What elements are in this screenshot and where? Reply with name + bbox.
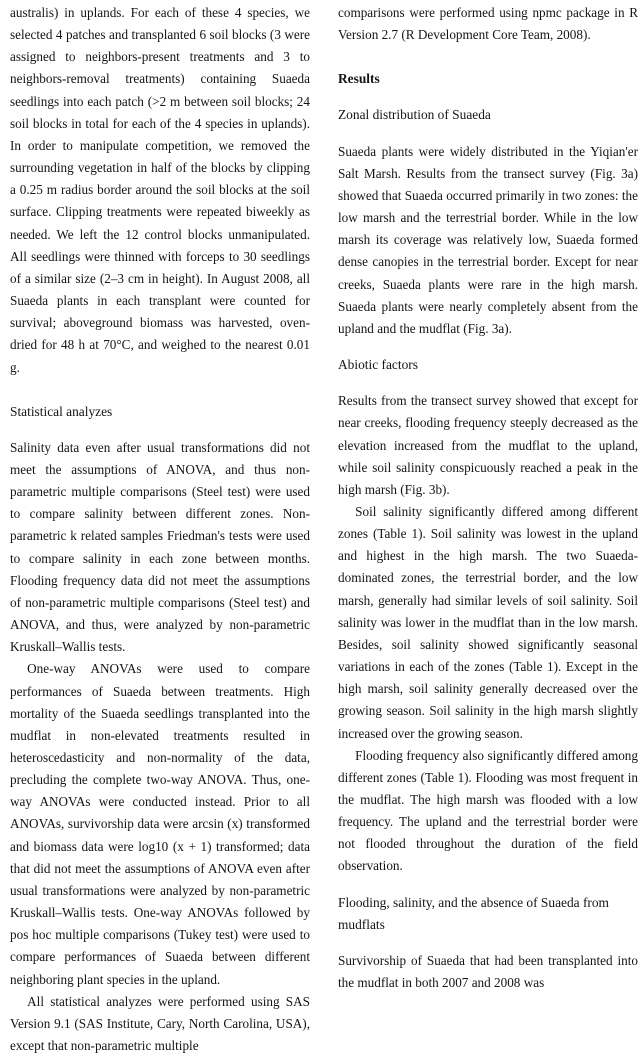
paragraph: australis) in uplands. For each of these 4 species, we selected 4 patches and transplanted 6 soil blocks (3 were assigned to neighbors-present treatments and 3 to neighbors-removal treatments) containing Suaeda seedlings into each patch (>2 m between soil blocks; 24 soil blocks in total for each of the 4 species in uplands). In order to manipulate competition, we removed the surrounding vegetation in half of the blocks by clipping a 0.25 m radius border around the soil blocks at the soil surface. Clipping treatments were repeated biweekly as needed. We left the 12 control blocks unmanipulated. All seedlings were thinned with forceps to 30 seedlings of a similar size (2–3 cm in height). In August 2008, all Suaeda plants in each transplant were counted for survival; aboveground biomass was harvested, oven-dried for 48 h at 70°C, and weighed to the nearest 0.01 g. — [10, 5, 310, 375]
paragraph: Soil salinity significantly differed among different zones (Table 1). Soil salinity was lowest in the upland and highest in the high marsh. The two Suaeda-dominated zones, the terrestrial border, and the low marsh, generally had similar levels of soil salinity. Soil salinity was lower in the mudflat than in the low marsh. Besides, soil salinity showed significantly seasonal variations in each of the zones (Table 1). Except in the high marsh, soil salinity generally decreased over the growing season. Soil salinity in the high marsh slightly increased over the growing season. — [338, 503, 638, 741]
subsection-heading-zonal-distribution: Zonal distribution of Suaeda — [338, 107, 491, 123]
left-column — [10, 2, 310, 1057]
paragraph: All statistical analyzes were performed using SAS Version 9.1 (SAS Institute, Cary, North Carolina, USA), except that non-parametric multiple — [10, 993, 310, 1054]
section-heading-statistical-analyzes: Statistical analyzes — [10, 403, 113, 419]
subsection-heading-abiotic-factors: Abiotic factors — [338, 357, 418, 373]
subsection-heading-flooding-salinity: Flooding, salinity, and the absence of Suaeda from mudflats — [338, 894, 609, 932]
paragraph: One-way ANOVAs were used to compare performances of Suaeda between treatments. High mortality of the Suaeda seedlings transplanted into the mudflat in non-elevated treatments resulted in heteroscedasticity and non-normality of the data, precluding the complete two-way ANOVA. Thus, one-way ANOVAs were conducted instead. Prior to all ANOVAs, survivorship data were arcsin (x) transformed and biomass data were log10 (x + 1) transformed; data that did not meet the assumptions of ANOVA even after usual transformations were analyzed by non-parametric Kruskall–Wallis tests. One-way ANOVAs followed by pos hoc multiple comparisons (Tukey test) were used to compare performances of Suaeda between different neighboring plant species in the upland. — [10, 661, 310, 987]
paragraph: Flooding frequency also significantly differed among different zones (Table 1). Flooding was most frequent in the mudflat. The high marsh was flooded with a low frequency. The upland and the terrestrial border were not flooded throughout the duration of the field observation. — [338, 747, 638, 874]
right-column — [338, 2, 638, 994]
section-heading-results: Results — [338, 71, 380, 87]
paragraph: comparisons were performed using npmc package in R Version 2.7 (R Development Core Team, 2008). — [338, 5, 638, 43]
paragraph: Results from the transect survey showed that except for near creeks, flooding frequency steeply decreased as the elevation increased from the mudflat to the upland, while soil salinity conspicuously reached a peak in the high marsh (Fig. 3b). — [338, 393, 638, 497]
paragraph: Suaeda plants were widely distributed in the Yiqian'er Salt Marsh. Results from the transect survey (Fig. 3a) showed that Suaeda occurred primarily in two zones: the low marsh and the terrestrial border. While in the low marsh its coverage was relatively low, Suaeda formed dense canopies in the terrestrial border. Except for near creeks, Suaeda plants were rare in the high marsh. Suaeda plants were nearly completely absent from the upland and the mudflat (Fig. 3a). — [338, 143, 638, 336]
paragraph: Salinity data even after usual transformations did not meet the assumptions of ANOVA, and thus non-parametric multiple comparisons (Steel test) were used to compare salinity between different zones. Non-parametric k related samples Friedman's tests were used to compare salinity in each zone between months. Flooding frequency data did not meet the assumptions of non-parametric multiple comparisons (Steel test) and ANOVA, and thus, were analyzed by non-parametric Kruskall–Wallis tests. — [10, 439, 310, 655]
paragraph: Survivorship of Suaeda that had been transplanted into the mudflat in both 2007 and 2008 was — [338, 952, 638, 991]
